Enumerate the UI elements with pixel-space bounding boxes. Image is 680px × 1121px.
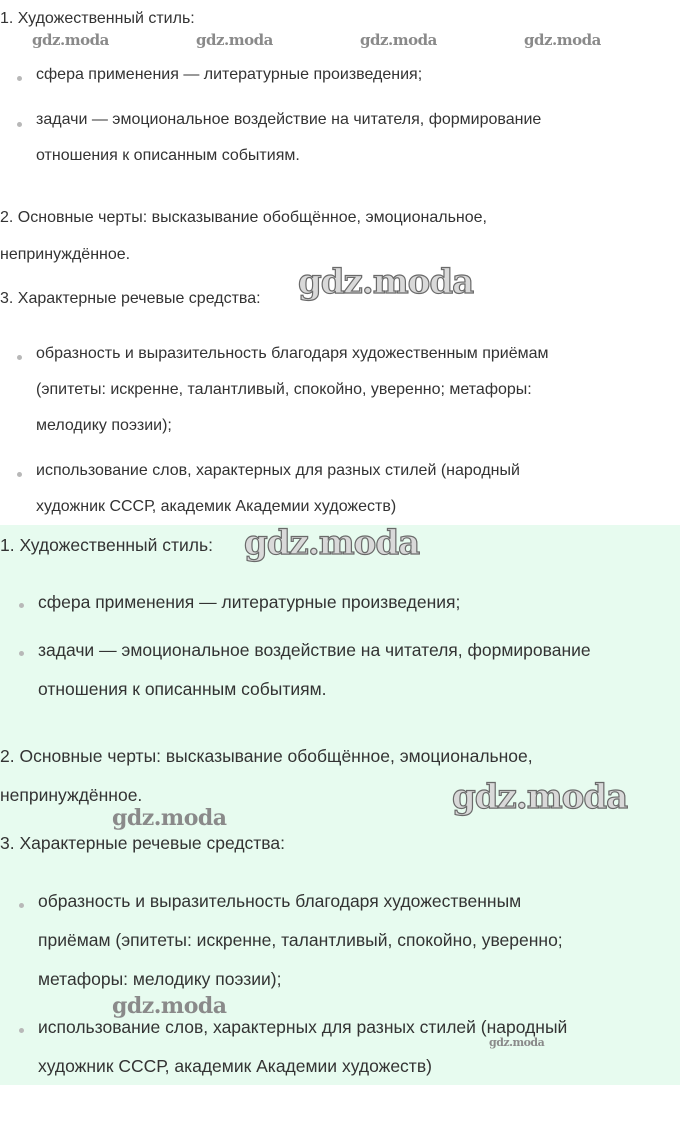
bullet-dot	[17, 472, 22, 477]
heading-features: 2. Основные черты: высказывание обобщённое, эмоциональное,	[0, 746, 533, 766]
watermark: gdz.moda	[32, 31, 109, 49]
watermark: gdz.moda	[524, 31, 601, 49]
answer-block-highlighted	[0, 525, 680, 1085]
watermark: gdz.moda	[489, 1036, 545, 1049]
list-item: образность и выразительность благодаря художественным приёмам	[36, 345, 549, 362]
heading-speech-means: 3. Характерные речевые средства:	[0, 290, 261, 307]
bullet-dot	[17, 122, 22, 127]
watermark: gdz.moda	[196, 31, 273, 49]
bullet-dot	[19, 1028, 24, 1033]
list-item-continuation: приёмам (эпитеты: искренне, талантливый, спокойно, уверенно;	[38, 930, 563, 950]
heading-features-continuation: непринуждённое.	[0, 785, 143, 805]
answer-block-plain	[0, 0, 680, 525]
heading-features-continuation: непринуждённое.	[0, 246, 131, 263]
watermark: gdz.moda	[112, 805, 227, 831]
list-item: сфера применения — литературные произведения;	[36, 66, 423, 83]
bullet-dot	[17, 355, 22, 360]
bullet-dot	[19, 651, 24, 656]
list-item: задачи — эмоциональное воздействие на читателя, формирование	[36, 111, 542, 128]
list-item-continuation: художник СССР, академик Академии художеств)	[38, 1056, 432, 1076]
watermark: gdz.moda	[452, 777, 628, 817]
list-item-continuation: (эпитеты: искренне, талантливый, спокойно, уверенно; метафоры:	[36, 381, 532, 398]
watermark: gdz.moda	[244, 523, 420, 563]
list-item-continuation: метафоры: мелодику поэзии);	[38, 969, 282, 989]
bullet-dot	[17, 76, 22, 81]
bullet-dot	[19, 903, 24, 908]
heading-speech-means: 3. Характерные речевые средства:	[0, 833, 286, 853]
watermark: gdz.moda	[298, 262, 474, 302]
watermark: gdz.moda	[360, 31, 437, 49]
list-item-continuation: отношения к описанным событиям.	[38, 679, 327, 699]
watermark: gdz.moda	[112, 993, 227, 1019]
list-item: образность и выразительность благодаря художественным	[38, 891, 522, 911]
list-item-continuation: мелодику поэзии);	[36, 417, 172, 434]
heading-style: 1. Художественный стиль:	[0, 535, 213, 555]
list-item: использование слов, характерных для разных стилей (народный	[36, 462, 520, 479]
bullet-dot	[19, 603, 24, 608]
list-item-continuation: отношения к описанным событиям.	[36, 147, 300, 164]
list-item: задачи — эмоциональное воздействие на читателя, формирование	[38, 640, 591, 660]
heading-features: 2. Основные черты: высказывание обобщённое, эмоциональное,	[0, 209, 487, 226]
list-item-continuation: художник СССР, академик Академии художеств)	[36, 498, 397, 515]
list-item: использование слов, характерных для разных стилей (народный	[38, 1017, 568, 1037]
heading-style: 1. Художественный стиль:	[0, 10, 195, 27]
list-item: сфера применения — литературные произведения;	[38, 592, 461, 612]
